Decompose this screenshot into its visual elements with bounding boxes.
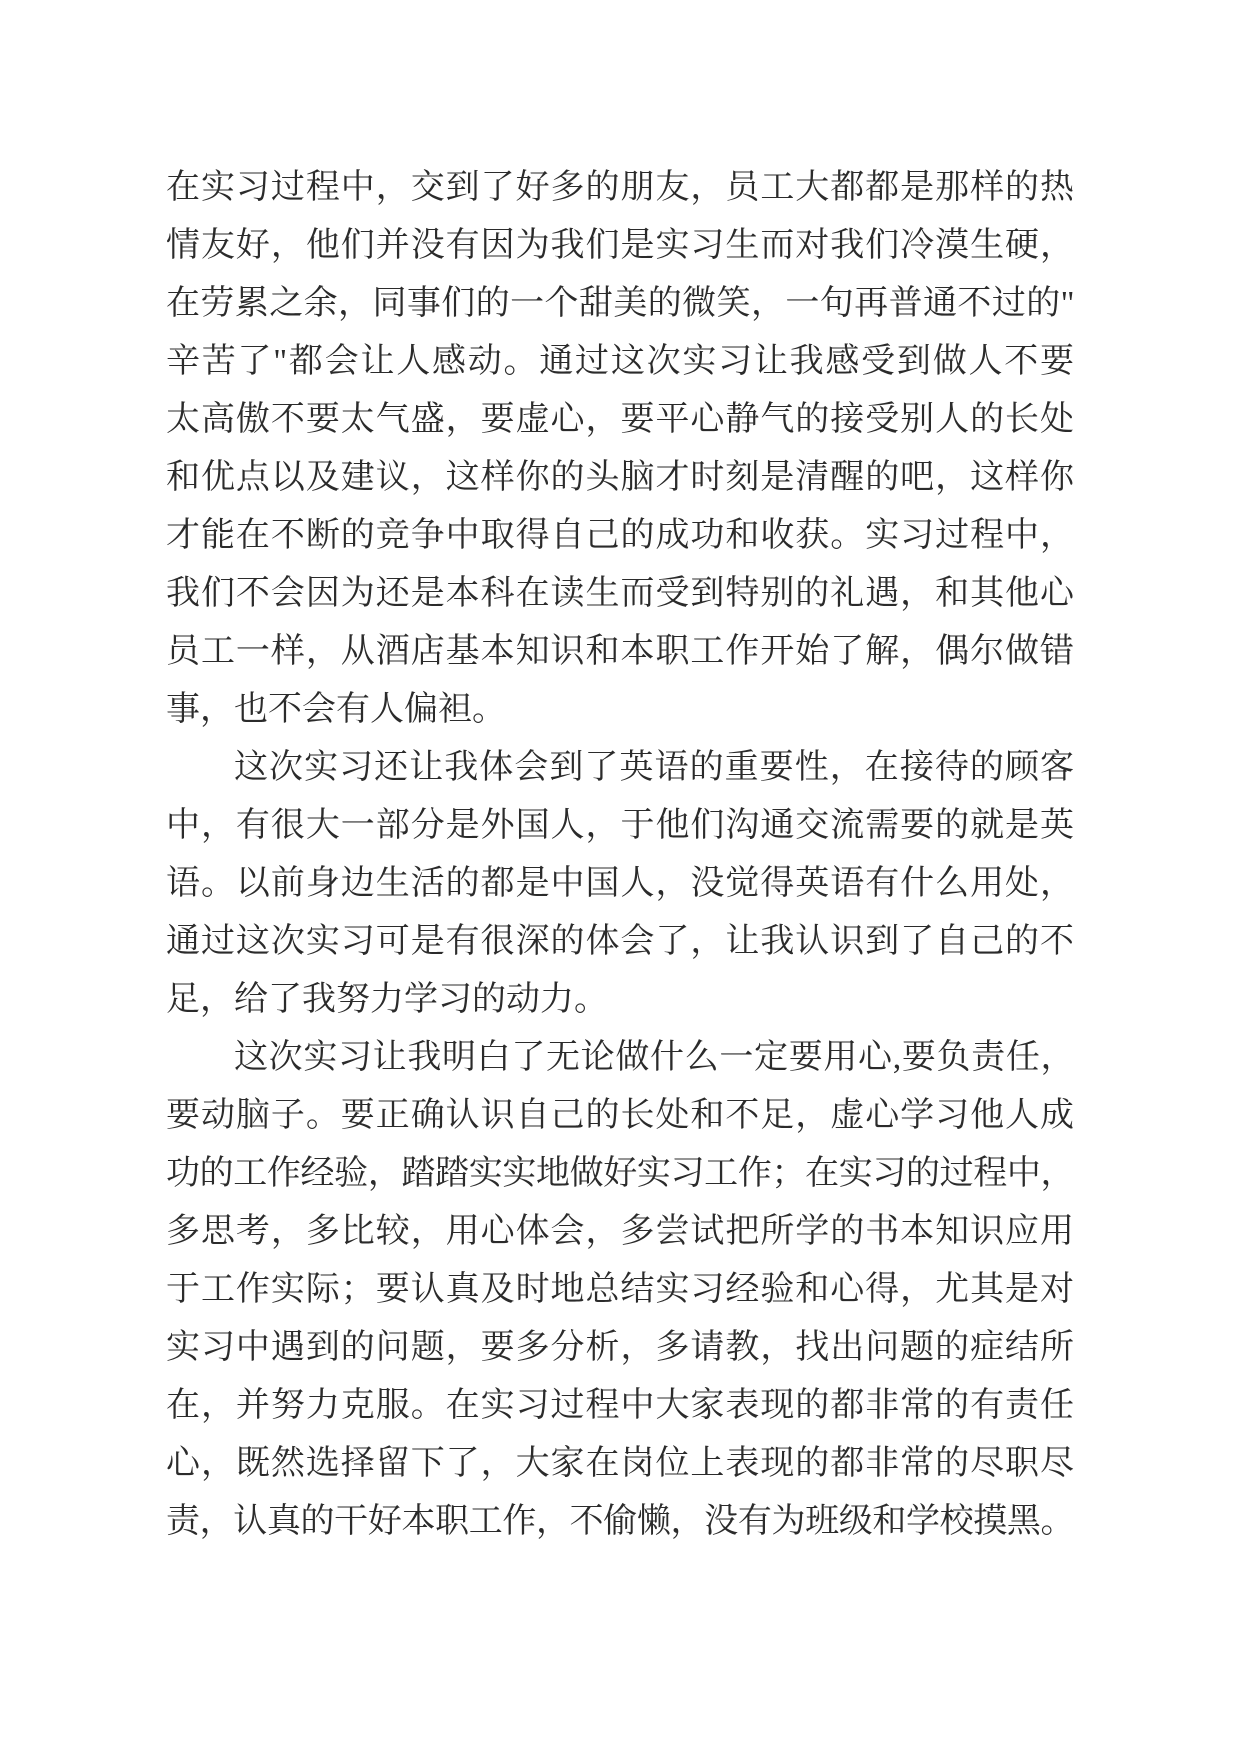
text-line: 多思考，多比较，用心体会，多尝试把所学的书本知识应用 (166, 1213, 1074, 1250)
text-line: 太高傲不要太气盛，要虚心，要平心静气的接受别人的长处 (166, 401, 1074, 438)
text-line: 员工一样，从酒店基本知识和本职工作开始了解，偶尔做错 (166, 633, 1074, 670)
text-line: 和优点以及建议，这样你的头脑才时刻是清醒的吧，这样你 (166, 459, 1074, 496)
text-line: 实习中遇到的问题，要多分析，多请教，找出问题的症结所 (166, 1329, 1074, 1366)
text-line: 事，也不会有人偏袒。 (166, 691, 506, 728)
text-line: 通过这次实习可是有很深的体会了，让我认识到了自己的不 (166, 923, 1074, 960)
text-line: 在，并努力克服。在实习过程中大家表现的都非常的有责任 (166, 1387, 1074, 1424)
text-line: 功的工作经验，踏踏实实地做好实习工作；在实习的过程中， (166, 1155, 1074, 1192)
text-line: 要动脑子。要正确认识自己的长处和不足，虚心学习他人成 (166, 1097, 1074, 1134)
text-line: 这次实习还让我体会到了英语的重要性，在接待的顾客 (234, 749, 1074, 786)
text-line: 这次实习让我明白了无论做什么一定要用心,要负责任， (234, 1039, 1074, 1076)
text-line: 我们不会因为还是本科在读生而受到特别的礼遇，和其他心 (166, 575, 1074, 612)
text-line: 情友好，他们并没有因为我们是实习生而对我们冷漠生硬， (166, 227, 1074, 264)
text-line: 心，既然选择留下了，大家在岗位上表现的都非常的尽职尽 (166, 1445, 1074, 1482)
text-line: 责，认真的干好本职工作，不偷懒，没有为班级和学校摸黑。 (166, 1503, 1074, 1540)
text-line: 在实习过程中，交到了好多的朋友，员工大都都是那样的热 (166, 169, 1074, 206)
text-line: 在劳累之余，同事们的一个甜美的微笑，一句再普通不过的" (166, 285, 1074, 322)
text-line: 足，给了我努力学习的动力。 (166, 981, 608, 1018)
text-line: 于工作实际；要认真及时地总结实习经验和心得，尤其是对 (166, 1271, 1074, 1308)
text-line: 才能在不断的竞争中取得自己的成功和收获。实习过程中， (166, 517, 1074, 554)
document-body (166, 159, 1074, 1551)
text-line: 辛苦了"都会让人感动。通过这次实习让我感受到做人不要 (166, 343, 1074, 380)
text-line: 语。以前身边生活的都是中国人，没觉得英语有什么用处， (166, 865, 1074, 902)
text-line: 中，有很大一部分是外国人，于他们沟通交流需要的就是英 (166, 807, 1074, 844)
